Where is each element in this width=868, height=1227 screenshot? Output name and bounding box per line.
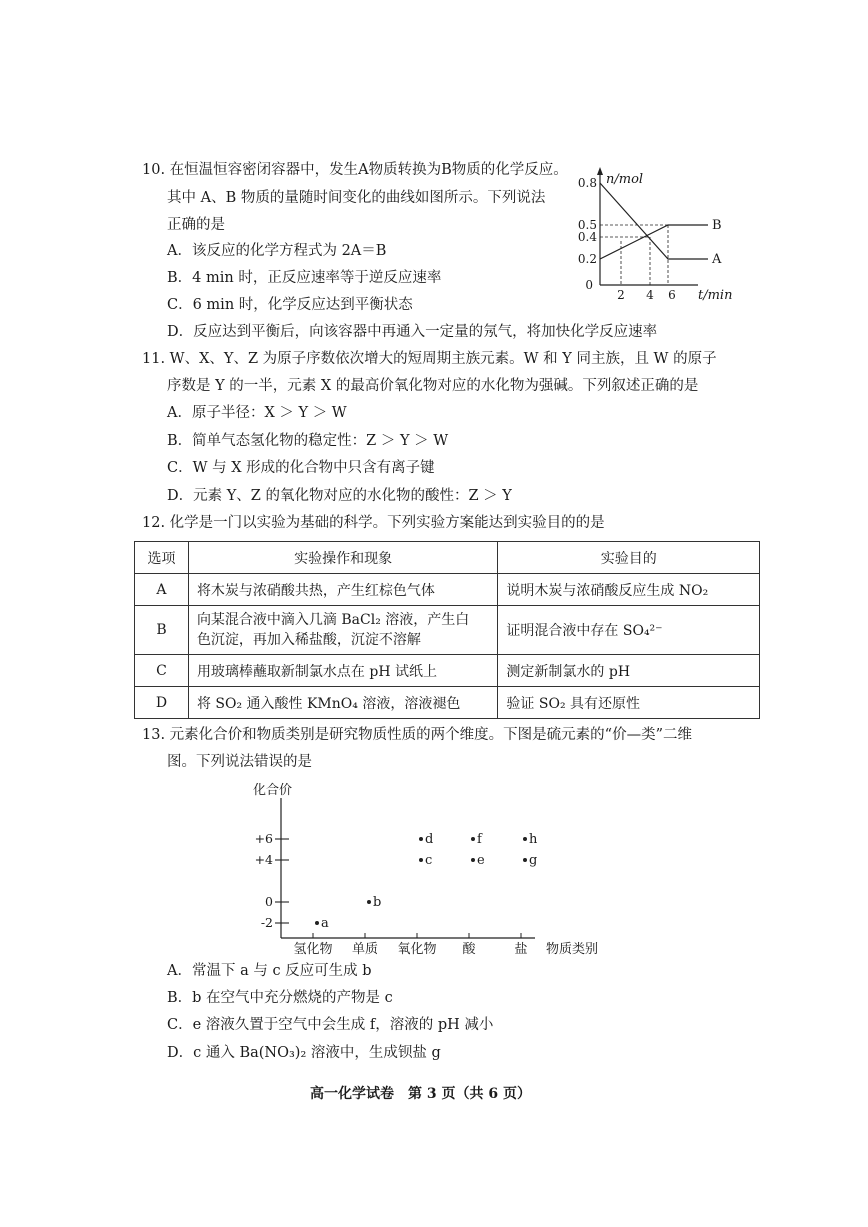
row-option: D bbox=[135, 687, 189, 719]
table-row bbox=[135, 655, 760, 687]
q13-point-label-d: d bbox=[425, 832, 434, 847]
q10-amount-time-chart bbox=[570, 165, 740, 305]
q13-xlabel: 物质类别 bbox=[546, 942, 599, 957]
q10-series-a-line bbox=[600, 183, 708, 259]
row-goal: 说明木炭与浓硝酸反应生成 NO₂ bbox=[498, 574, 760, 606]
q13-point-b bbox=[367, 900, 371, 904]
row-option: C bbox=[135, 655, 189, 687]
q13-point-label-b: b bbox=[373, 895, 382, 910]
q13-category-label: 氧化物 bbox=[397, 942, 437, 957]
q13-category-label: 单质 bbox=[351, 942, 379, 957]
q13-option-b: B．b 在空气中充分燃烧的产物是 c bbox=[167, 990, 393, 1006]
header-option: 选项 bbox=[135, 542, 189, 574]
q10-stem-line2: 其中 A、B 物质的量随时间变化的曲线如图所示。下列说法 bbox=[167, 190, 546, 206]
q13-ytick-label: 0 bbox=[265, 894, 273, 909]
row-operation-line2: 色沉淀，再加入稀盐酸，沉淀不溶解 bbox=[196, 632, 421, 648]
q10-xtick-6: 6 bbox=[668, 288, 676, 302]
q10-option-b: B．4 min 时，正反应速率等于逆反应速率 bbox=[167, 270, 442, 286]
q13-point-label-h: h bbox=[529, 832, 538, 847]
q11-option-a: A．原子半径：X ＞ Y ＞ W bbox=[167, 405, 347, 421]
q10-y-axis-arrow bbox=[597, 167, 603, 175]
table-row bbox=[135, 574, 760, 606]
q10-origin: 0 bbox=[585, 278, 593, 292]
q13-option-d: D．c 通入 Ba(NO₃)₂ 溶液中，生成钡盐 g bbox=[167, 1045, 441, 1061]
q10-stem-line1: 10. 在恒温恒容密闭容器中，发生A物质转换为B物质的化学反应。 bbox=[142, 162, 568, 178]
q10-ytick-08: 0.8 bbox=[577, 176, 597, 190]
q10-series-b-label: B bbox=[712, 218, 722, 233]
q13-option-a: A．常温下 a 与 c 反应可生成 b bbox=[167, 963, 372, 979]
q13-point-c bbox=[419, 858, 423, 862]
q13-category-label: 氢化物 bbox=[293, 942, 333, 957]
q10-series-a-label: A bbox=[712, 252, 722, 267]
q13-ytick-label: +6 bbox=[254, 831, 273, 846]
header-goal: 实验目的 bbox=[498, 542, 760, 574]
q13-ylabel: 化合价 bbox=[253, 783, 293, 798]
row-goal: 验证 SO₂ 具有还原性 bbox=[498, 687, 760, 719]
row-operation bbox=[188, 606, 497, 655]
q13-ytick-label: +4 bbox=[254, 852, 273, 867]
table-row bbox=[135, 687, 760, 719]
row-operation: 用玻璃棒蘸取新制氯水点在 pH 试纸上 bbox=[188, 655, 497, 687]
row-operation: 将 SO₂ 通入酸性 KMnO₄ 溶液，溶液褪色 bbox=[188, 687, 497, 719]
row-goal: 证明混合液中存在 SO₄²⁻ bbox=[498, 606, 760, 655]
row-operation: 将木炭与浓硝酸共热，产生红棕色气体 bbox=[188, 574, 497, 606]
q13-ytick-label: -2 bbox=[260, 915, 273, 930]
q13-point-g bbox=[523, 858, 527, 862]
q13-point-label-f: f bbox=[477, 832, 482, 847]
row-operation-line1: 向某混合液中滴入几滴 BaCl₂ 溶液，产生白 bbox=[196, 612, 470, 628]
q10-xtick-4: 4 bbox=[646, 288, 654, 302]
q11-stem-line2: 序数是 Y 的一半，元素 X 的最高价氧化物对应的水化物为强碱。下列叙述正确的是 bbox=[167, 378, 699, 394]
q10-series-b-line bbox=[600, 225, 708, 259]
q13-point-d bbox=[419, 837, 423, 841]
page-footer: 高一化学试卷 第 3 页（共 6 页） bbox=[310, 1086, 531, 1102]
q13-point-e bbox=[471, 858, 475, 862]
q10-ylabel: n/mol bbox=[606, 172, 644, 187]
q10-option-c: C．6 min 时，化学反应达到平衡状态 bbox=[167, 297, 413, 313]
row-goal: 测定新制氯水的 pH bbox=[498, 655, 760, 687]
q13-point-a bbox=[315, 921, 319, 925]
q13-point-label-a: a bbox=[321, 916, 329, 931]
q13-stem-line2: 图。下列说法错误的是 bbox=[167, 754, 312, 770]
q13-point-label-c: c bbox=[425, 853, 433, 868]
row-option: B bbox=[135, 606, 189, 655]
q11-option-c: C．W 与 X 形成的化合物中只含有离子键 bbox=[167, 460, 435, 476]
q13-valence-class-chart bbox=[245, 778, 625, 958]
q10-option-d: D．反应达到平衡后，向该容器中再通入一定量的氖气，将加快化学反应速率 bbox=[167, 324, 658, 340]
q13-option-c: C．e 溶液久置于空气中会生成 f，溶液的 pH 减小 bbox=[167, 1017, 494, 1033]
q10-stem-line3: 正确的是 bbox=[167, 217, 225, 233]
q13-point-f bbox=[471, 837, 475, 841]
q11-option-b: B．简单气态氢化物的稳定性：Z ＞ Y ＞ W bbox=[167, 433, 449, 449]
q10-option-a: A．该反应的化学方程式为 2A＝B bbox=[167, 243, 387, 259]
q10-ytick-02: 0.2 bbox=[577, 252, 597, 266]
q10-ytick-04: 0.4 bbox=[577, 230, 597, 244]
q12-experiment-table bbox=[134, 541, 760, 719]
table-header-row bbox=[135, 542, 760, 574]
q10-xlabel: t/min bbox=[698, 288, 733, 303]
q13-stem-line1: 13. 元素化合价和物质类别是研究物质性质的两个维度。下图是硫元素的“价—类”二维 bbox=[142, 727, 692, 743]
row-option: A bbox=[135, 574, 189, 606]
q13-point-h bbox=[523, 837, 527, 841]
q11-option-d: D．元素 Y、Z 的氧化物对应的水化物的酸性：Z ＞ Y bbox=[167, 488, 512, 504]
q11-stem-line1: 11. W、X、Y、Z 为原子序数依次增大的短周期主族元素。W 和 Y 同主族，且 W 的原子 bbox=[142, 351, 717, 367]
q13-point-label-e: e bbox=[477, 853, 485, 868]
q13-category-label: 盐 bbox=[514, 942, 528, 957]
table-row bbox=[135, 606, 760, 655]
q13-point-label-g: g bbox=[529, 853, 538, 868]
q13-category-label: 酸 bbox=[462, 942, 476, 957]
q10-xtick-2: 2 bbox=[617, 288, 625, 302]
header-operation: 实验操作和现象 bbox=[188, 542, 497, 574]
q10-ytick-05: 0.5 bbox=[577, 218, 597, 232]
q12-stem: 12. 化学是一门以实验为基础的科学。下列实验方案能达到实验目的的是 bbox=[142, 515, 605, 531]
